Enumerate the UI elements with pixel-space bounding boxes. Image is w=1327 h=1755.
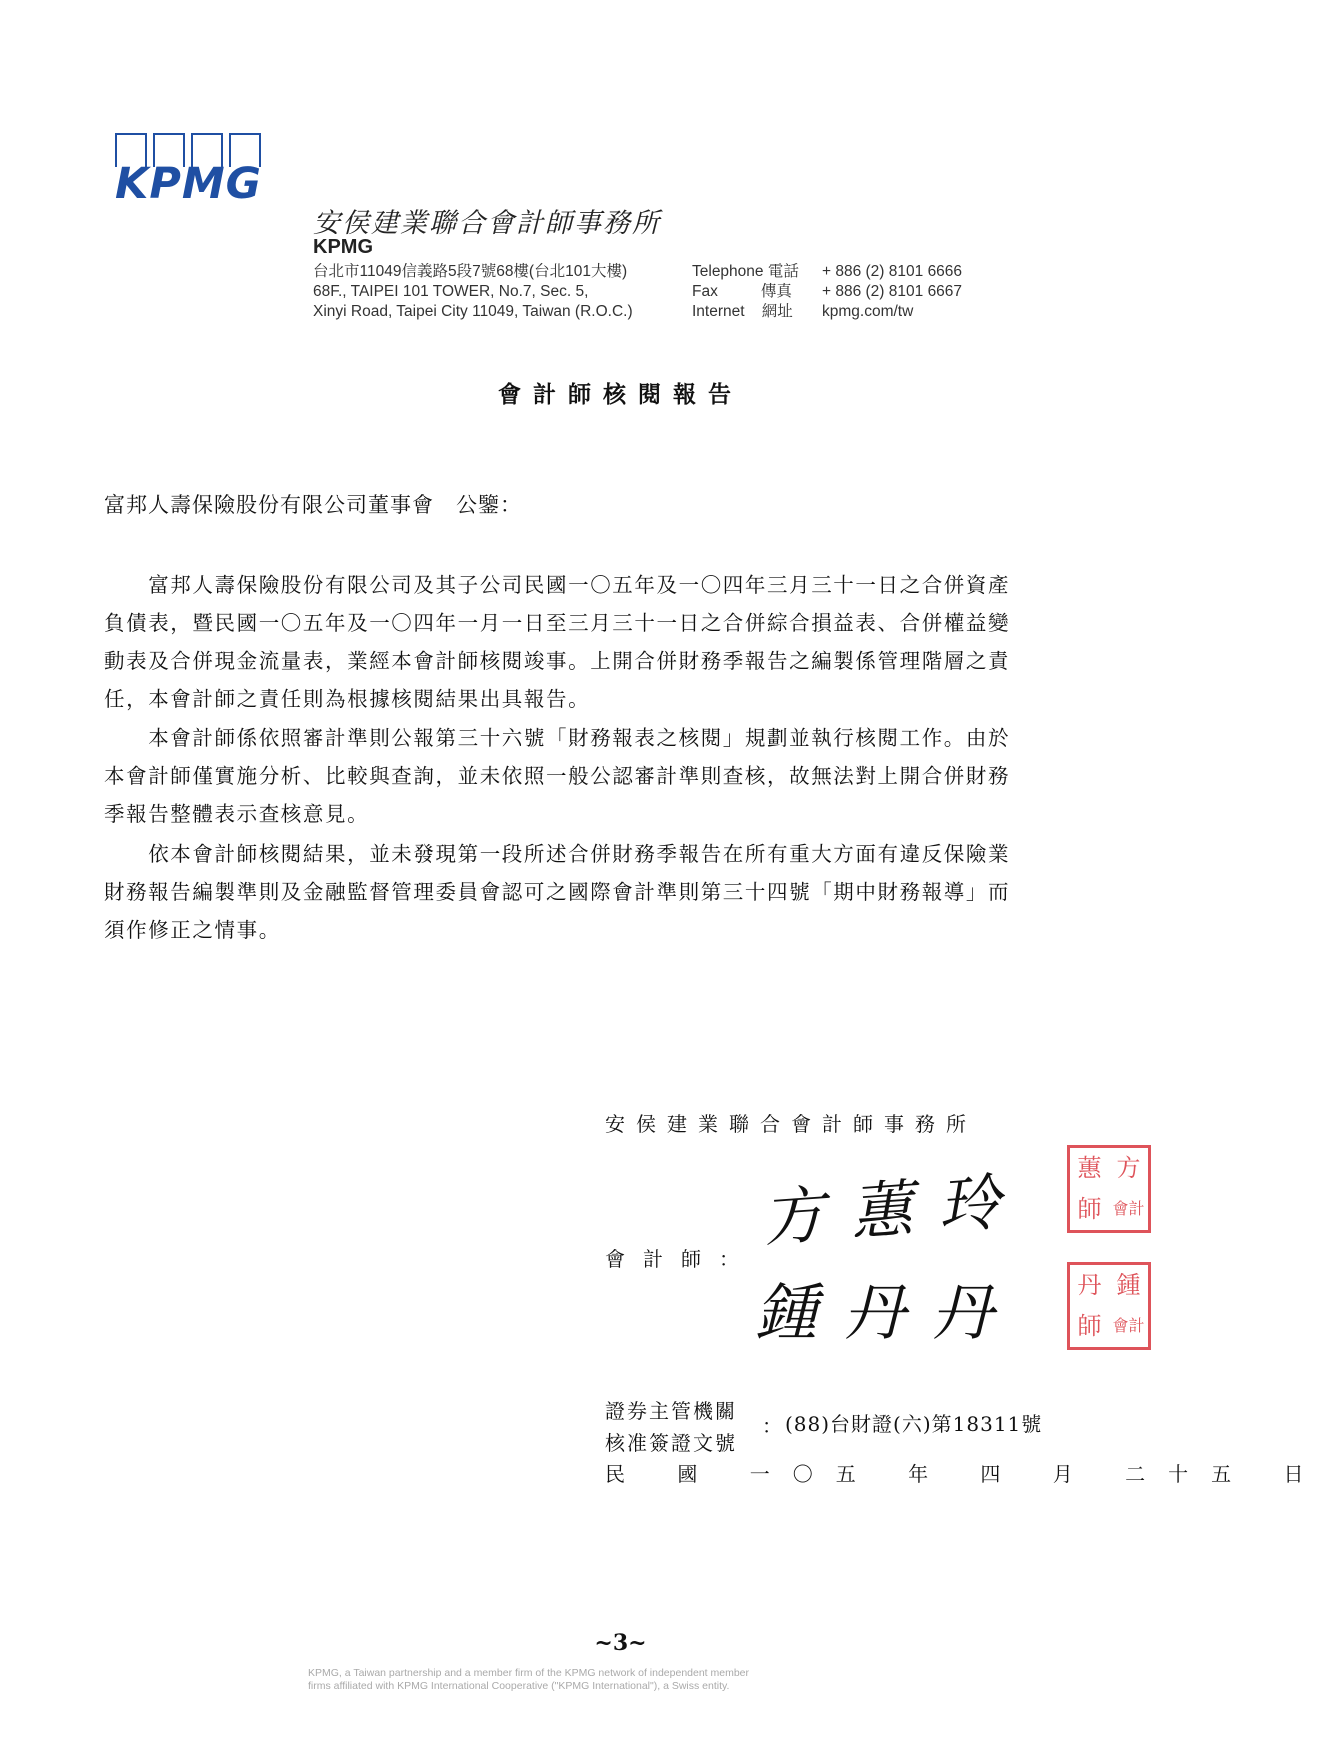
paragraph-line: 富邦人壽保險股份有限公司及其子公司民國一〇五年及一〇四年三月三十一日之合併資產 [104, 573, 1011, 597]
signature-1: 方蕙玲 [760, 1163, 1029, 1256]
addressee: 富邦人壽保險股份有限公司董事會 公鑒： [104, 493, 522, 517]
signing-firm: 安侯建業聯合會計師事務所 [605, 1112, 977, 1136]
seal-stamp: 蕙 方 師 會計 [1067, 1145, 1151, 1233]
logo-text: KPMG [115, 159, 262, 209]
contact-fax [692, 282, 962, 302]
contact-value: + 886 (2) 8101 6666 [822, 263, 963, 280]
footer-note: KPMG, a Taiwan partnership and a member firm of the KPMG network of independent member firms affiliated with KPMG International Cooperative ("KPMG International"), a Swiss entity. [308, 1667, 750, 1692]
contact-internet [692, 302, 962, 322]
address-block [313, 262, 633, 322]
paragraph-line: 任，本會計師之責任則為根據核閱結果出具報告。 [104, 687, 591, 711]
address-line: 台北市11049信義路5段7號68樓(台北101大樓) [313, 263, 628, 280]
contact-value: + 886 (2) 8101 6667 [822, 283, 963, 300]
report-title: 會計師核閱報告 [498, 381, 743, 408]
contact-label: Fax 傳真 [692, 283, 792, 300]
license-label: 證券主管機關 核准簽證文號 [605, 1399, 737, 1455]
contact-block [692, 262, 962, 322]
report-date: 民 國 一〇五 年 四 月 二十五 日 [605, 1462, 1327, 1486]
cpa-label: 會計師： [605, 1247, 757, 1271]
page-number: ~3~ [594, 1630, 647, 1656]
kpmg-logo [115, 133, 263, 209]
contact-value: kpmg.com/tw [822, 303, 914, 320]
firm-brand: KPMG [313, 236, 373, 258]
paragraph-line: 季報告整體表示查核意見。 [104, 802, 370, 826]
contact-telephone [692, 262, 962, 282]
signature-2: 鍾丹丹 [755, 1276, 1020, 1349]
contact-label: Telephone 電話 [692, 263, 799, 280]
license-number: (88)台財證(六)第18311號 [785, 1412, 1043, 1436]
contact-label: Internet 網址 [692, 303, 793, 320]
firm-name-script: 安侯建業聯合會計師事務所 [313, 208, 661, 239]
seal-stamp: 丹 鍾 師 會計 [1067, 1262, 1151, 1350]
paragraph-3 [104, 835, 1134, 949]
paragraph-line: 依本會計師核閱結果，並未發現第一段所述合併財務季報告在所有重大方面有違反保險業 [104, 842, 1011, 866]
paragraph-line: 負債表，暨民國一〇五年及一〇四年一月一日至三月三十一日之合併綜合損益表、合併權益變 [104, 611, 1011, 635]
paragraph-line: 須作修正之情事。 [104, 918, 281, 942]
paragraph-line: 財務報告編製準則及金融監督管理委員會認可之國際會計準則第三十四號「期中財務報導」而 [104, 880, 1011, 904]
license-colon: ： [762, 1414, 782, 1438]
address-line: Xinyi Road, Taipei City 11049, Taiwan (R.O.C.) [313, 303, 633, 320]
paragraph-1 [104, 566, 1134, 718]
address-line: 68F., TAIPEI 101 TOWER, No.7, Sec. 5, [313, 283, 589, 300]
paragraph-line: 本會計師係依照審計準則公報第三十六號「財務報表之核閱」規劃並執行核閱工作。由於 [104, 726, 1011, 750]
paragraph-line: 動表及合併現金流量表，業經本會計師核閱竣事。上開合併財務季報告之編製係管理階層之責 [104, 649, 1011, 673]
paragraph-line: 本會計師僅實施分析、比較與查詢，並未依照一般公認審計準則查核，故無法對上開合併財務 [104, 764, 1011, 788]
paragraph-2 [104, 719, 1134, 833]
